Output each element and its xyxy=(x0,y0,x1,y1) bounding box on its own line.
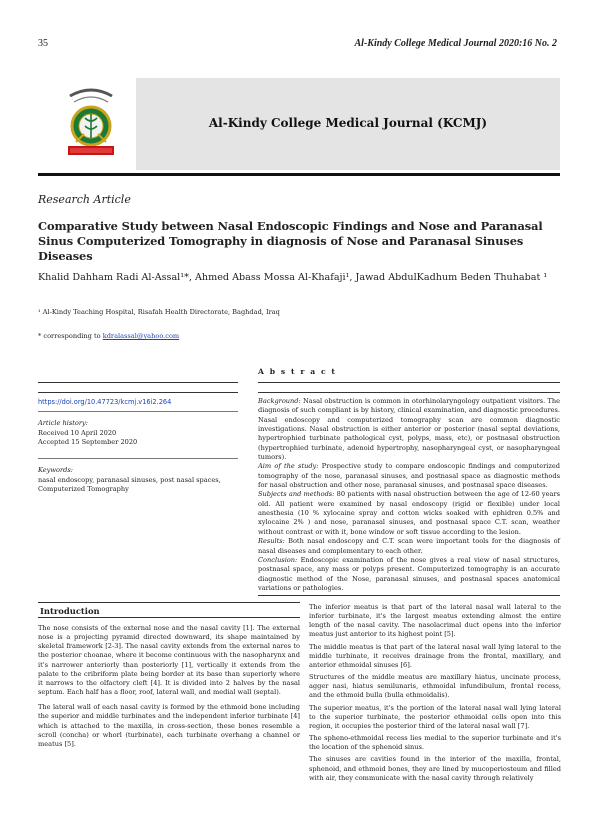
intro-paragraph-middle-structures: Structures of the middle meatus are maxillary hiatus, uncinate process, agger nasi, hiatus semilunaris, ethmoidal infundibulum, frontal recess, and the ethmoid bulla (bulla ethmoidalis). xyxy=(309,673,561,700)
divider-right-second xyxy=(258,392,560,393)
divider-right-top xyxy=(258,382,560,383)
accepted-date: Accepted 15 September 2020 xyxy=(38,438,138,447)
aim-label: Aim of the study: xyxy=(258,462,319,471)
background-label: Background: xyxy=(258,397,301,405)
keywords-block xyxy=(38,466,238,495)
journal-logo-icon xyxy=(62,82,120,166)
article-title: Comparative Study between Nasal Endoscopic Findings and Nose and Paranasal Sinus Computerized Tomography in diagnosis of Nose and Paranasal Sinuses Diseases xyxy=(38,219,543,263)
divider-history xyxy=(38,458,238,459)
abstract-methods xyxy=(258,490,560,537)
divider-doi xyxy=(38,411,238,412)
article-type: Research Article xyxy=(38,193,131,206)
intro-paragraph-1: The nose consists of the external nose and the nasal cavity [1]. The external nose is a projecting pyramid directed downward, its shape maintained by skeletal framework [2-3]. The nasal cavity extends from the external nares to the posterior choanae, where it become continuous with the nasopharynx and it's narrower anteriorly than posteriorly [1], vertically it extends from the palate to the cribriform plate being border at its base than superiorly where it narrows to the olfactory cleft [4]. It is divided into 2 halves by the nasal septum. Each half has a floor, roof, lateral wall, and medial wall (septal). xyxy=(38,624,300,697)
running-head xyxy=(38,38,557,52)
results-text: Both nasal endoscopy and C.T. scan were important tools for the diagnosis of nasal diseases and complementary to each other. xyxy=(258,537,560,555)
journal-banner xyxy=(38,78,560,176)
body-column-right xyxy=(309,603,561,786)
intro-paragraph-superior-meatus: The superior meatus, it's the portion of the lateral nasal wall lying lateral to the superior turbinate, the posterior ethmoidal cells open into this region, it occupies the posterior third of the lateral nasal wall [7]. xyxy=(309,703,561,730)
received-date: Received 10 April 2020 xyxy=(38,428,117,437)
abstract-background xyxy=(258,397,560,462)
intro-paragraph-sinuses: The sinuses are cavities found in the interior of the maxilla, frontal, sphenoid, and ethmoid bones, they are lined by mucoperiosteum and filled with air, they communicate with the nasal cavity through relatively xyxy=(309,755,561,782)
introduction-heading-box xyxy=(38,602,300,618)
abstract-results xyxy=(258,537,560,556)
aim-text: Prospective study to compare endoscopic findings and computerized tomography of the nose, paranasal sinuses, and postnasal space as diagnostic methods for nasal obstruction and other nose, paranasal sinuses, and postnasal space diseases. xyxy=(258,462,560,490)
divider-left-second xyxy=(38,392,238,393)
background-text: Nasal obstruction is common in otorhinolaryngology outpatient visitors. The diagnosis of such compliant is by history, clinical examination, and diagnostic procedures. Nasal endoscopy and computerized tomography scan are common diagnostic investigations. Nasal obstruction is either anterior or posterior (nasal septal deviations, hypertrophied turbinate pathological cyst, polyps, mass, etc), or postnasal obstruction (hypertrophied turbinate, adenoid hypertrophy, nasopharyngeal cyst, or nasopharyngeal tumors). xyxy=(258,397,560,462)
divider-abstract-bottom xyxy=(258,595,560,596)
intro-paragraph-spheno-ethmoidal: The spheno-ethmoidal recess lies medial to the superior turbinate and it's the location of the sphenoid sinus. xyxy=(309,734,561,752)
corresponding-label: * corresponding to xyxy=(38,332,103,340)
methods-text: 80 patients with nasal obstruction between the age of 12-60 years old. All patient were examined by nasal endoscopy (rigid or flexible) under local anesthesia (10 % xylocaine spray and cotton wicks soaked with ephidren 0.5% and xylocaine 2% ) and nose, paranasal sinuses, and postnasal space C.T. scan, weather without contrast or with it, bone window or soft tissue according to the lesion. xyxy=(258,490,560,536)
divider-left-top xyxy=(38,382,238,383)
corresponding-email-link[interactable]: kdralassal@yahoo.com xyxy=(102,332,180,340)
page-number: 35 xyxy=(38,38,48,49)
abstract-body xyxy=(258,397,560,593)
body-column-left xyxy=(38,624,300,752)
banner-journal-title: Al-Kindy College Medical Journal (KCMJ) xyxy=(208,116,488,130)
keywords-label: Keywords: xyxy=(38,466,73,474)
conclusion-label: Conclusion: xyxy=(258,555,298,564)
abstract-heading: A b s t r a c t xyxy=(258,367,337,376)
author-list: Khalid Dahham Radi Al-Assal¹*, Ahmed Abass Mossa Al-Khafaji¹, Jawad AbdulKadhum Beden Thuhabat ¹ xyxy=(38,272,548,283)
article-history xyxy=(38,419,238,448)
methods-label: Subjects and methods: xyxy=(258,490,335,499)
intro-paragraph-middle-meatus: The middle meatus is that part of the lateral nasal wall lying lateral to the middle turbinate, it receives drainage from the frontal, maxillary, and anterior ethmoidal sinuses [6]. xyxy=(309,642,561,669)
abstract-conclusion xyxy=(258,556,560,593)
intro-paragraph-inferior-meatus: The inferior meatus is that part of the lateral nasal wall lateral to the inferior turbinate, it's the largest meatus extending almost the entire length of the nasal cavity. The nasolacrimal duct opens into the inferior meatus just anterior to its highest point [5]. xyxy=(309,603,561,639)
corresponding-author xyxy=(38,332,179,340)
doi-link[interactable]: https://doi.org/10.47723/kcmj.v16i2.264 xyxy=(38,398,172,406)
running-journal-title: Al-Kindy College Medical Journal 2020:16 No. 2 xyxy=(354,38,557,49)
affiliation: ¹ Al-Kindy Teaching Hospital, Risafah Health Directorate, Baghdad, Iraq xyxy=(38,308,280,316)
results-label: Results: xyxy=(258,537,285,546)
conclusion-text: Endoscopic examination of the nose gives a real view of nasal structures, postnasal space, any mass or polyps present. Computerized tomography is an accurate diagnostic method of the Nose, paranasal sinuses, and postnasal spaces anatomical variations or pathologies. xyxy=(258,555,560,592)
introduction-heading: Introduction xyxy=(40,606,100,616)
keywords-text: nasal endoscopy, paranasal sinuses, post nasal spaces, Computerized Tomography xyxy=(38,475,221,494)
intro-paragraph-2: The lateral wall of each nasal cavity is formed by the ethmoid bone including the superior and middle turbinates and the independent inferior turbinate [4] which is attached to the maxilla, in cross-section, these bones resemble a scroll (concha) or whorl (turbinate), each turbinate overhang a channel or meatus [5]. xyxy=(38,703,300,748)
abstract-aim xyxy=(258,462,560,490)
history-label: Article history: xyxy=(38,419,88,427)
